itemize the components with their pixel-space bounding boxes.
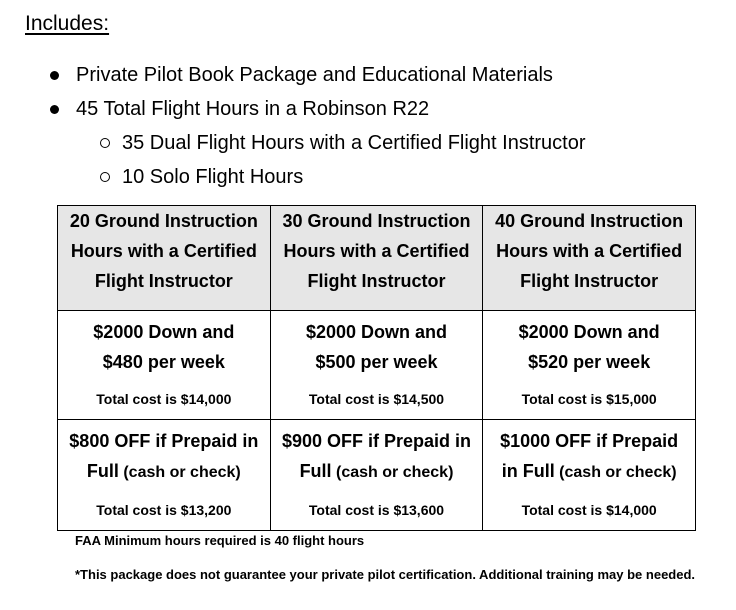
installment-cell-30 bbox=[270, 311, 483, 420]
bullet-icon bbox=[50, 105, 59, 114]
prepaid-price bbox=[483, 420, 695, 488]
total-cost: Total cost is $15,000 bbox=[521, 391, 657, 407]
price-line bbox=[271, 456, 483, 488]
price-line bbox=[483, 456, 695, 488]
list-item bbox=[0, 60, 586, 94]
includes-list bbox=[0, 60, 586, 196]
installment-price bbox=[58, 311, 270, 377]
bullet-icon bbox=[50, 71, 59, 80]
prepaid-row bbox=[58, 420, 696, 531]
list-item bbox=[0, 94, 586, 128]
list-item-text: 45 Total Flight Hours in a Robinson R22 bbox=[76, 98, 430, 120]
total-cost: Total cost is $14,500 bbox=[308, 391, 445, 407]
price-line: $500 per week bbox=[315, 352, 438, 372]
installment-row bbox=[58, 311, 696, 420]
total-cost: Total cost is $13,600 bbox=[308, 502, 445, 518]
installment-cell-20 bbox=[58, 311, 271, 420]
prepaid-cell-20 bbox=[58, 420, 271, 531]
price-line: $800 OFF if Prepaid in bbox=[69, 431, 259, 451]
table-header-row bbox=[58, 206, 696, 311]
price-line: $2000 Down and bbox=[518, 322, 660, 342]
prepaid-price bbox=[271, 420, 483, 488]
payment-note: (cash or check) bbox=[118, 464, 241, 481]
installment-price bbox=[483, 311, 695, 377]
full-label: Full bbox=[299, 461, 332, 481]
sub-list-item-text: 10 Solo Flight Hours bbox=[122, 166, 304, 188]
total-cost: Total cost is $13,200 bbox=[96, 502, 232, 518]
total-cost: Total cost is $14,000 bbox=[96, 391, 232, 407]
header-line: Hours with a Certified bbox=[283, 241, 470, 261]
price-line: $900 OFF if Prepaid in bbox=[281, 431, 472, 451]
header-line: Hours with a Certified bbox=[70, 241, 257, 261]
header-cell-20 bbox=[58, 206, 271, 311]
ring-bullet-icon bbox=[100, 138, 110, 148]
header-line: Flight Instructor bbox=[307, 271, 446, 291]
full-label: Full bbox=[86, 461, 119, 481]
disclaimer-note: *This package does not guarantee your private pilot certification. Additional training may be needed. bbox=[75, 567, 696, 582]
price-line bbox=[58, 456, 270, 488]
header-line: 20 Ground Instruction bbox=[69, 211, 258, 231]
header-cell-30 bbox=[270, 206, 483, 311]
full-label: in Full bbox=[501, 461, 555, 481]
header-line: 30 Ground Instruction bbox=[282, 211, 471, 231]
total-cost: Total cost is $14,000 bbox=[521, 502, 657, 518]
installment-cell-40 bbox=[483, 311, 696, 420]
price-line: $520 per week bbox=[528, 352, 651, 372]
sub-list-item-text: 35 Dual Flight Hours with a Certified Flight Instructor bbox=[122, 132, 586, 154]
list-item-text: Private Pilot Book Package and Educational Materials bbox=[76, 64, 553, 86]
prepaid-cell-40 bbox=[483, 420, 696, 531]
payment-note: (cash or check) bbox=[331, 464, 454, 481]
pricing-table bbox=[57, 205, 696, 531]
faa-minimum-note: FAA Minimum hours required is 40 flight hours bbox=[75, 533, 365, 548]
prepaid-price bbox=[58, 420, 270, 488]
installment-price bbox=[271, 311, 483, 377]
header-line: Flight Instructor bbox=[520, 271, 659, 291]
price-line: $2000 Down and bbox=[305, 322, 447, 342]
price-line: $2000 Down and bbox=[93, 322, 235, 342]
header-line: Flight Instructor bbox=[94, 271, 233, 291]
ring-bullet-icon bbox=[100, 172, 110, 182]
price-line: $480 per week bbox=[102, 352, 225, 372]
payment-note: (cash or check) bbox=[554, 464, 677, 481]
header-line: Hours with a Certified bbox=[496, 241, 683, 261]
header-cell-40 bbox=[483, 206, 696, 311]
includes-heading: Includes: bbox=[25, 12, 110, 35]
price-line: $1000 OFF if Prepaid bbox=[500, 431, 679, 451]
sub-list-item bbox=[0, 128, 586, 162]
prepaid-cell-30 bbox=[270, 420, 483, 531]
sub-list-item bbox=[0, 162, 586, 196]
header-line: 40 Ground Instruction bbox=[495, 211, 684, 231]
